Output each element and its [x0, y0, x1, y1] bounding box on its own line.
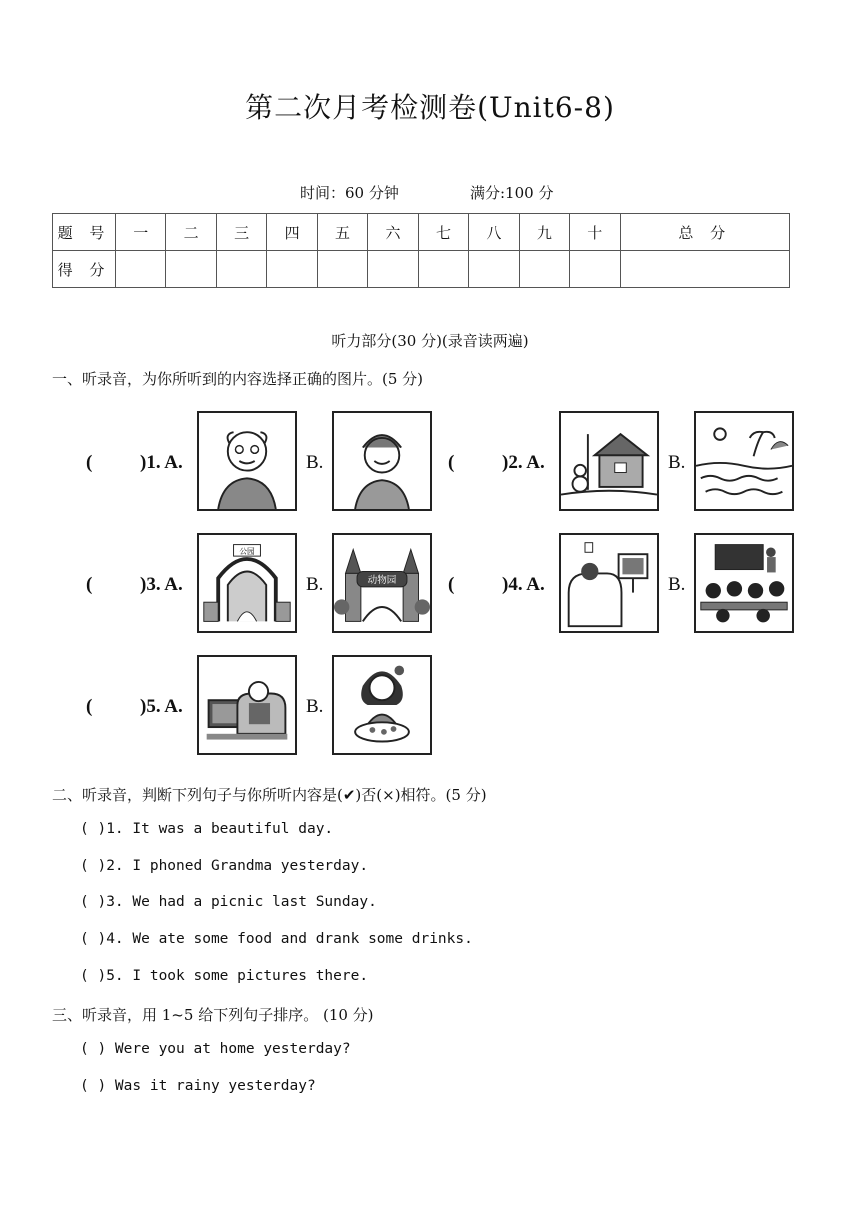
score-cell: 二 — [166, 214, 216, 251]
section2-heading: 二、听录音，判断下列句子与你所听内容是(✔)否(×)相符。(5 分) — [52, 786, 487, 804]
park-gate-icon[interactable] — [197, 533, 297, 633]
exam-info — [300, 182, 553, 203]
score-cell: 八 — [469, 214, 519, 251]
score-input-cell[interactable] — [166, 251, 216, 288]
classroom-icon[interactable] — [694, 533, 794, 633]
park-sign-text: 公园 — [239, 547, 255, 557]
score-input-cell[interactable] — [216, 251, 266, 288]
answer-paren: ( — [448, 574, 455, 595]
score-table-score-row — [53, 251, 790, 288]
score-cell: 三 — [216, 214, 266, 251]
score-input-cell[interactable] — [469, 251, 519, 288]
score-cell: 四 — [267, 214, 317, 251]
score-cell: 一 — [116, 214, 166, 251]
judgment-item: ( )5. I took some pictures there. — [80, 968, 369, 984]
score-input-cell[interactable] — [570, 251, 620, 288]
judgment-item: ( )3. We had a picnic last Sunday. — [80, 894, 377, 910]
exam-time: 时间：60 分钟 — [300, 184, 399, 202]
answer-paren: ( — [86, 574, 93, 595]
score-cell: 总 分 — [620, 214, 789, 251]
section3-heading: 三、听录音，用 1~5 给下列句子排序。 (10 分) — [52, 1006, 374, 1024]
score-table-header-row — [53, 214, 790, 251]
ordering-item: ( ) Was it rainy yesterday? — [80, 1078, 316, 1094]
q2-b-label: B. — [668, 452, 686, 473]
zoo-gate-icon[interactable] — [332, 533, 432, 633]
score-cell: 九 — [519, 214, 569, 251]
girl-washing-icon[interactable] — [332, 655, 432, 755]
judgment-item: ( )4. We ate some food and drank some drinks. — [80, 931, 473, 947]
listening-header: 听力部分(30 分)(录音读两遍) — [331, 332, 529, 350]
score-input-cell[interactable] — [519, 251, 569, 288]
section1-heading: 一、听录音，为你所听到的内容选择正确的图片。(5 分) — [52, 370, 424, 388]
q4-label: )4. A. — [502, 574, 545, 595]
old-man-icon[interactable] — [197, 411, 297, 511]
score-input-cell[interactable] — [418, 251, 468, 288]
q1-label: )1. A. — [140, 452, 183, 473]
boy-reading-icon[interactable] — [197, 655, 297, 755]
q1-b-label: B. — [306, 452, 324, 473]
q5-label: )5. A. — [140, 696, 183, 717]
q4-b-label: B. — [668, 574, 686, 595]
score-input-cell[interactable] — [368, 251, 418, 288]
q5-b-label: B. — [306, 696, 324, 717]
ordering-item: ( ) Were you at home yesterday? — [80, 1041, 351, 1057]
judgment-item: ( )2. I phoned Grandma yesterday. — [80, 858, 369, 874]
judgment-item: ( )1. It was a beautiful day. — [80, 821, 334, 837]
answer-paren: ( — [86, 696, 93, 717]
score-input-cell[interactable] — [317, 251, 367, 288]
snowy-house-icon[interactable] — [559, 411, 659, 511]
answer-paren: ( — [86, 452, 93, 473]
score-cell: 题 号 — [53, 214, 116, 251]
score-cell: 六 — [368, 214, 418, 251]
score-cell: 五 — [317, 214, 367, 251]
q3-b-label: B. — [306, 574, 324, 595]
q2-label: )2. A. — [502, 452, 545, 473]
score-table — [52, 213, 790, 288]
watching-tv-icon[interactable] — [559, 533, 659, 633]
young-man-icon[interactable] — [332, 411, 432, 511]
zoo-sign-text: 动物园 — [367, 575, 397, 586]
score-cell: 七 — [418, 214, 468, 251]
score-input-cell[interactable] — [620, 251, 789, 288]
page-title: 第二次月考检测卷(Unit6-8) — [245, 91, 615, 124]
score-row-label: 得 分 — [53, 251, 116, 288]
score-cell: 十 — [570, 214, 620, 251]
score-input-cell[interactable] — [267, 251, 317, 288]
score-input-cell[interactable] — [116, 251, 166, 288]
beach-icon[interactable] — [694, 411, 794, 511]
q3-label: )3. A. — [140, 574, 183, 595]
exam-full-score: 满分:100 分 — [470, 184, 554, 202]
answer-paren: ( — [448, 452, 455, 473]
